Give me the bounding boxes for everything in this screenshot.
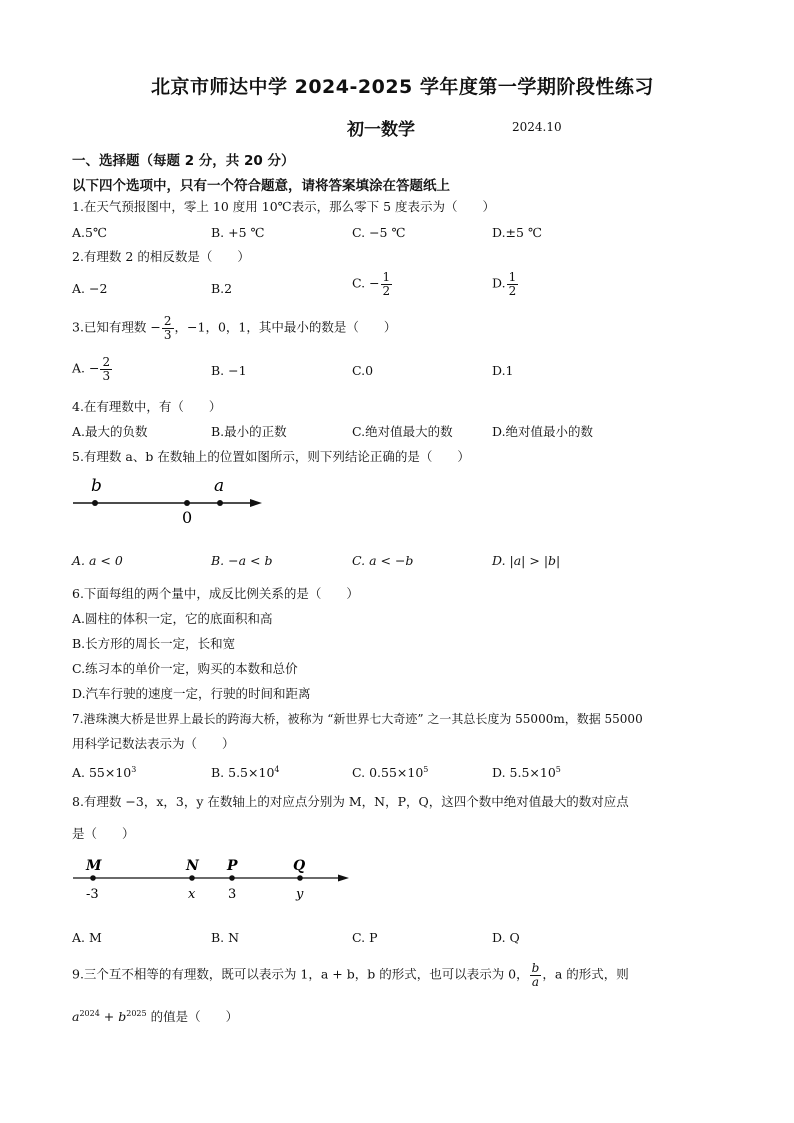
q5-option-b: B. −a < b	[211, 553, 273, 568]
q2-option-d: D. $\frac{1}{2}$	[492, 270, 517, 298]
q6-option-c: C.练习本的单价一定，购买的本数和总价	[72, 661, 298, 676]
q2-option-a: A. −2	[72, 281, 108, 296]
q1-stem: 1.在天气预报图中，零上 10 度用 10℃表示，那么零下 5 度表示为（ ）	[72, 199, 496, 214]
section-heading: 一、选择题（每题 2 分，共 20 分）	[72, 153, 295, 169]
q8-number-line	[70, 852, 360, 907]
q6-stem: 6.下面每组的两个量中，成反比例关系的是（ ）	[72, 586, 359, 601]
value-n: x	[188, 887, 196, 902]
q3-option-d: D.1	[492, 363, 514, 378]
q3-option-b: B. −1	[211, 363, 247, 378]
q2-option-b: B.2	[211, 281, 233, 296]
point-a	[217, 500, 223, 506]
q1-option-d: D.±5 ℃	[492, 225, 542, 240]
q6-option-b: B.长方形的周长一定，长和宽	[72, 636, 236, 651]
point-b	[92, 500, 98, 506]
q8-option-a: A. M	[72, 930, 102, 945]
q9-stem-line2: $a^{2024} + b^{2025}$ 的值是（ ）	[72, 1009, 239, 1025]
q7-stem-line1: 7.港珠澳大桥是世界上最长的跨海大桥，被称为 “新世界七大奇迹” 之一其总长度为 55000m，数据 55000	[72, 712, 643, 726]
label-m: M	[86, 858, 102, 874]
label-b: b	[91, 476, 102, 496]
section-instruction: 以下四个选项中，只有一个符合题意，请将答案填涂在答题纸上	[72, 178, 450, 194]
q5-number-line	[70, 470, 270, 530]
q3-option-c: C.0	[352, 363, 374, 378]
subject-title: 初一数学	[347, 120, 415, 140]
exam-date: 2024.10	[512, 120, 562, 134]
q7-option-b: B. $5.5\times 10^4$	[211, 765, 280, 781]
label-n: N	[186, 858, 199, 874]
point-zero	[184, 500, 190, 506]
q7-option-a: A. $55\times 10^3$	[72, 765, 137, 781]
q3-option-a: A. − $\frac{2}{3}$	[72, 355, 111, 383]
q2-option-c: C. − $\frac{1}{2}$	[352, 270, 391, 298]
q6-option-d: D.汽车行驶的速度一定，行驶的时间和距离	[72, 686, 311, 701]
q5-option-a: A. a < 0	[72, 553, 123, 568]
page-title: 北京市师达中学 2024-2025 学年度第一学期阶段性练习	[151, 76, 654, 98]
label-q: Q	[293, 858, 306, 874]
point-n	[189, 875, 195, 881]
label-a: a	[214, 476, 225, 496]
q1-option-a: A.5℃	[72, 225, 107, 240]
q4-option-c: C.绝对值最大的数	[352, 424, 453, 439]
q7-stem-line2: 用科学记数法表示为（ ）	[72, 736, 235, 751]
axis-arrow	[338, 875, 349, 882]
axis-arrow	[250, 499, 262, 507]
q8-option-d: D. Q	[492, 930, 520, 945]
q3-stem: 3.已知有理数 − $\frac{2}{3}$ ，−1，0，1，其中最小的数是（ ）	[72, 314, 397, 342]
q6-option-a: A.圆柱的体积一定，它的底面积和高	[72, 611, 273, 626]
q8-option-b: B. N	[211, 930, 240, 945]
point-m	[90, 875, 96, 881]
label-zero: 0	[182, 508, 193, 527]
q8-stem-line1: 8.有理数 −3，x，3，y 在数轴上的对应点分别为 M，N，P，Q，这四个数中绝对值最大的数对应点	[72, 794, 629, 809]
q5-option-d: D. |a| > |b|	[492, 553, 561, 568]
value-p: 3	[228, 887, 237, 902]
q4-stem: 4.在有理数中，有（ ）	[72, 399, 222, 414]
label-p: P	[227, 858, 238, 874]
q2-stem: 2.有理数 2 的相反数是（ ）	[72, 249, 250, 264]
q4-option-d: D.绝对值最小的数	[492, 424, 594, 439]
point-p	[229, 875, 235, 881]
q9-stem-line1: 9.三个互不相等的有理数，既可以表示为 1，a + b，b 的形式，也可以表示为 0， $\frac{b}{a}$ ，a 的形式，则	[72, 961, 629, 989]
q5-option-c: C. a < −b	[352, 553, 414, 568]
q8-option-c: C. P	[352, 930, 378, 945]
q5-stem: 5.有理数 a、b 在数轴上的位置如图所示，则下列结论正确的是（ ）	[72, 449, 470, 464]
q1-option-c: C. −5 ℃	[352, 225, 406, 240]
q1-option-b: B. +5 ℃	[211, 225, 265, 240]
q8-stem-line2: 是（ ）	[72, 826, 135, 841]
q4-option-a: A.最大的负数	[72, 424, 148, 439]
q7-option-d: D. $5.5\times 10^5$	[492, 765, 561, 781]
value-m: -3	[86, 887, 99, 902]
q7-option-c: C. $0.55\times 10^5$	[352, 765, 429, 781]
q4-option-b: B.最小的正数	[211, 424, 287, 439]
point-q	[297, 875, 303, 881]
value-q: y	[296, 887, 304, 902]
